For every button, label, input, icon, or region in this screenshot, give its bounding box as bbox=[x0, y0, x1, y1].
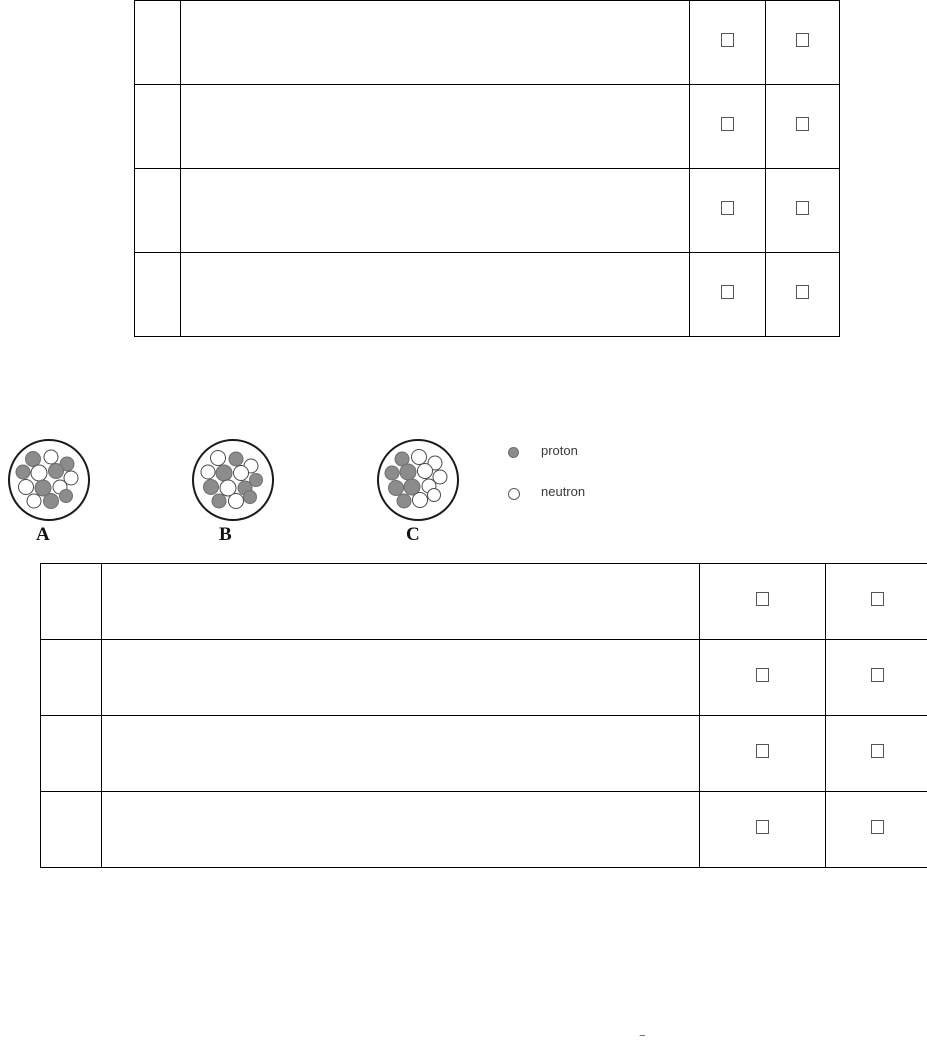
row-text bbox=[181, 253, 690, 337]
checkbox-icon[interactable] bbox=[756, 744, 769, 758]
table-row bbox=[135, 85, 840, 169]
checkbox-icon[interactable] bbox=[796, 117, 809, 131]
row-checkbox-1[interactable] bbox=[700, 564, 826, 640]
row-label bbox=[135, 253, 181, 337]
row-label bbox=[41, 564, 102, 640]
top-table-body bbox=[135, 1, 840, 337]
table-row bbox=[41, 640, 927, 716]
checkbox-icon[interactable] bbox=[871, 744, 884, 758]
row-label bbox=[135, 169, 181, 253]
checkbox-icon[interactable] bbox=[721, 285, 734, 299]
row-checkbox-2[interactable] bbox=[826, 792, 927, 868]
neutron-icon bbox=[508, 488, 520, 500]
row-checkbox-2[interactable] bbox=[766, 1, 840, 85]
table-row bbox=[135, 169, 840, 253]
row-text bbox=[102, 640, 700, 716]
checkbox-icon[interactable] bbox=[721, 117, 734, 131]
row-text bbox=[181, 85, 690, 169]
row-text bbox=[181, 1, 690, 85]
nucleus-b-caption: B bbox=[219, 524, 232, 545]
row-label bbox=[41, 792, 102, 868]
row-checkbox-2[interactable] bbox=[826, 640, 927, 716]
checkbox-icon[interactable] bbox=[796, 285, 809, 299]
row-checkbox-2[interactable] bbox=[766, 169, 840, 253]
nucleus-a-caption: A bbox=[36, 524, 50, 545]
row-text bbox=[181, 169, 690, 253]
row-label bbox=[135, 1, 181, 85]
top-answer-table bbox=[134, 0, 840, 337]
row-checkbox-1[interactable] bbox=[690, 85, 766, 169]
row-text bbox=[102, 792, 700, 868]
row-checkbox-2[interactable] bbox=[766, 85, 840, 169]
legend-label-proton: proton bbox=[541, 443, 578, 458]
checkbox-icon[interactable] bbox=[871, 820, 884, 834]
checkbox-icon[interactable] bbox=[756, 820, 769, 834]
nucleus-b-icon bbox=[190, 437, 276, 523]
proton-icon bbox=[508, 447, 519, 458]
row-checkbox-1[interactable] bbox=[700, 640, 826, 716]
row-checkbox-1[interactable] bbox=[700, 792, 826, 868]
table-row bbox=[135, 1, 840, 85]
checkbox-icon[interactable] bbox=[796, 33, 809, 47]
nucleus-c-caption: C bbox=[406, 524, 420, 545]
nucleus-c-icon bbox=[375, 437, 461, 523]
row-label bbox=[41, 640, 102, 716]
table-row bbox=[41, 716, 927, 792]
checkbox-icon[interactable] bbox=[871, 592, 884, 606]
row-checkbox-1[interactable] bbox=[690, 169, 766, 253]
nucleus-a-icon bbox=[6, 437, 92, 523]
row-label bbox=[41, 716, 102, 792]
checkbox-icon[interactable] bbox=[721, 33, 734, 47]
checkbox-icon[interactable] bbox=[796, 201, 809, 215]
checkbox-icon[interactable] bbox=[756, 668, 769, 682]
table-row bbox=[41, 792, 927, 868]
row-checkbox-1[interactable] bbox=[700, 716, 826, 792]
row-checkbox-2[interactable] bbox=[826, 564, 927, 640]
row-checkbox-2[interactable] bbox=[766, 253, 840, 337]
legend-label-neutron: neutron bbox=[541, 484, 586, 499]
row-text bbox=[102, 716, 700, 792]
bottom-table-body bbox=[41, 564, 927, 868]
row-checkbox-1[interactable] bbox=[690, 253, 766, 337]
table-row bbox=[135, 253, 840, 337]
row-label bbox=[135, 85, 181, 169]
checkbox-icon[interactable] bbox=[871, 668, 884, 682]
checkbox-icon[interactable] bbox=[721, 201, 734, 215]
footer-mark: ‾ bbox=[640, 1035, 645, 1050]
nucleus-diagram bbox=[0, 420, 927, 550]
table-row bbox=[41, 564, 927, 640]
diagram-legend bbox=[505, 438, 685, 508]
checkbox-icon[interactable] bbox=[756, 592, 769, 606]
row-checkbox-2[interactable] bbox=[826, 716, 927, 792]
bottom-answer-table bbox=[40, 563, 927, 868]
row-text bbox=[102, 564, 700, 640]
row-checkbox-1[interactable] bbox=[690, 1, 766, 85]
